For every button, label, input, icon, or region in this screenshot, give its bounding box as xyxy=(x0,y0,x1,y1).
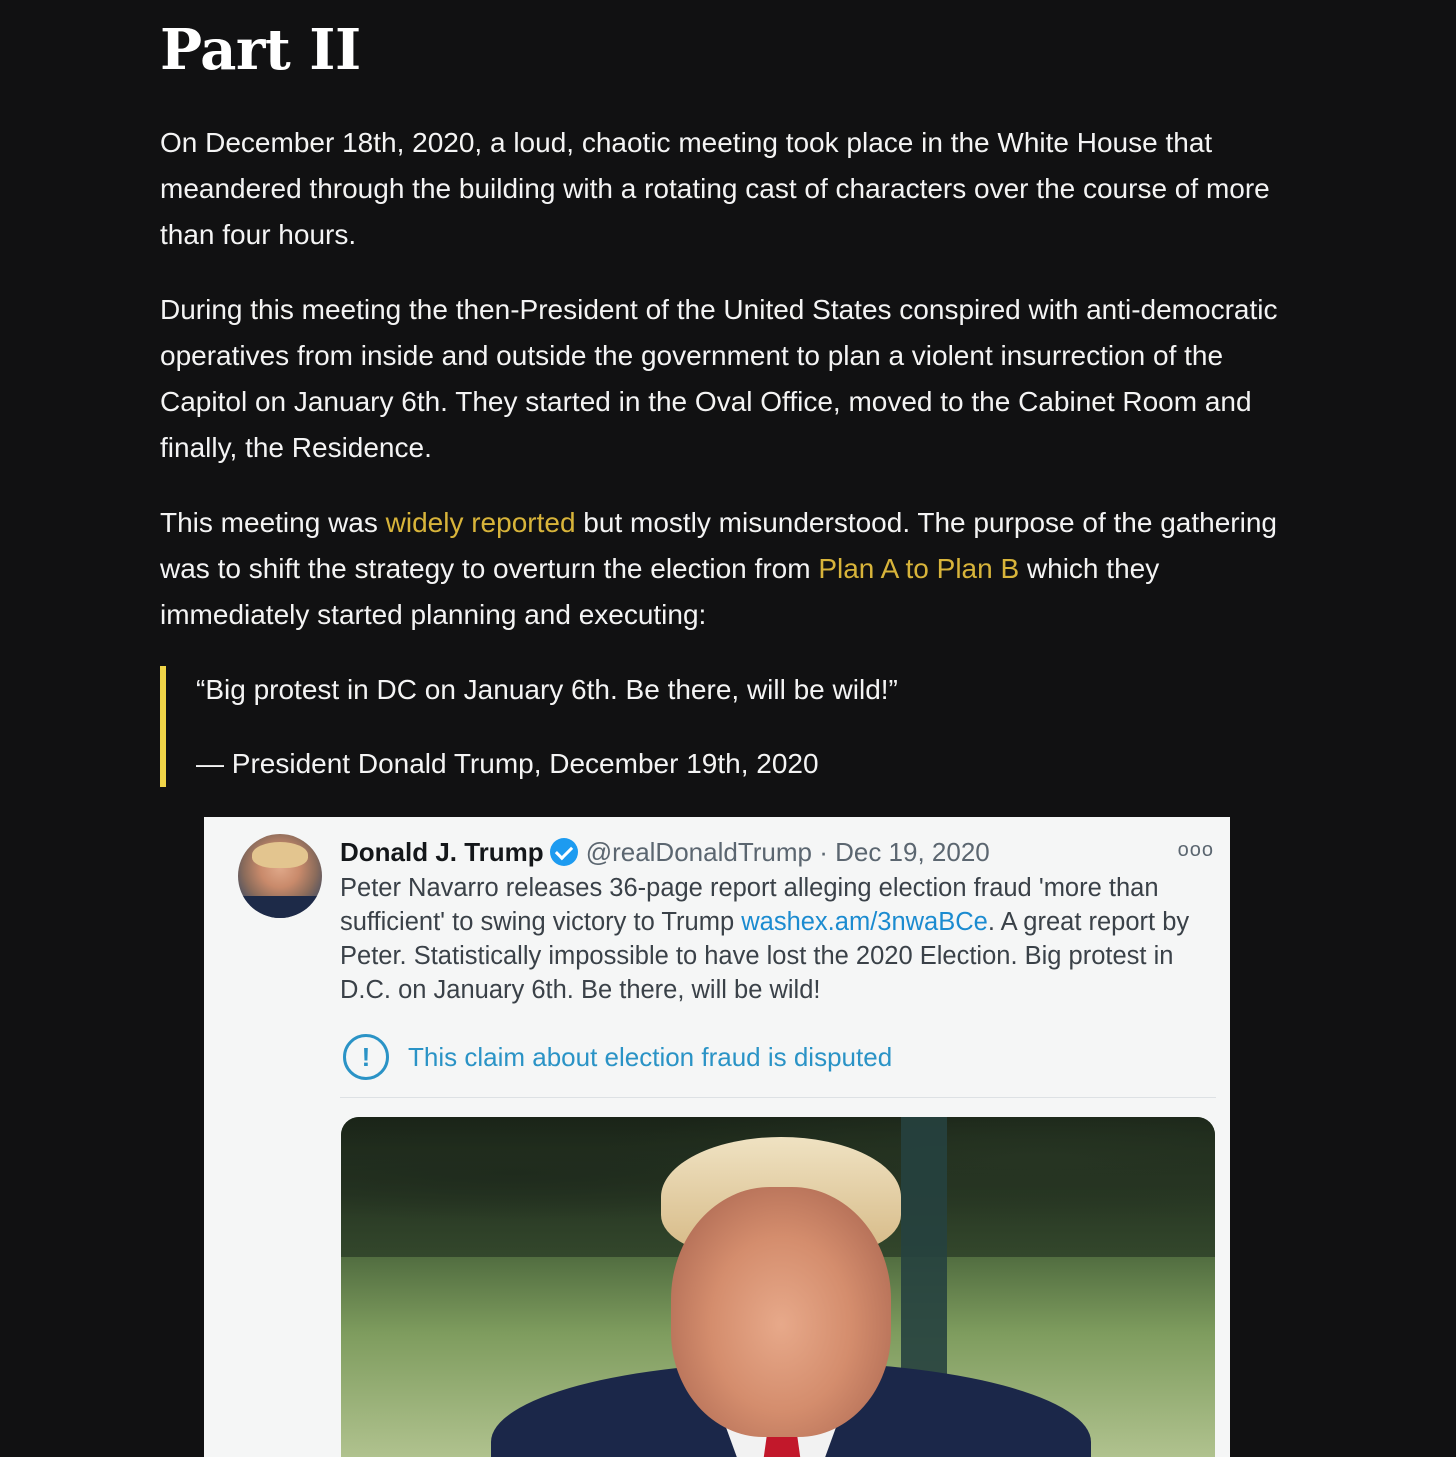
avatar-suit xyxy=(238,896,322,918)
tweet-header xyxy=(340,835,990,869)
paragraph-3 xyxy=(160,500,1290,638)
quote-attribution: — President Donald Trump, December 19th, 2020 xyxy=(196,748,819,779)
photo-face xyxy=(671,1187,891,1437)
divider xyxy=(340,1097,1216,1098)
avatar[interactable] xyxy=(238,834,322,918)
more-options-icon[interactable]: ooo xyxy=(1177,839,1214,861)
blockquote xyxy=(160,666,1066,787)
disputed-notice-text[interactable]: This claim about election fraud is disputed xyxy=(408,1042,893,1072)
widely-reported-link[interactable]: widely reported xyxy=(385,507,576,538)
verified-badge-icon xyxy=(550,838,578,866)
tweet-link[interactable]: washex.am/3nwaBCe xyxy=(741,908,988,936)
exclamation-circle-icon: ! xyxy=(343,1034,389,1080)
tweet-photo[interactable] xyxy=(341,1117,1215,1457)
avatar-hair xyxy=(252,842,308,868)
tweet-text-b: . A great report by Peter. Statistically impossible to have lost the 2020 Election. Big protest in D.C. on January 6th. Be there, will be wild! xyxy=(340,908,1190,1004)
section-heading: Part II xyxy=(160,17,361,83)
tweet-text xyxy=(340,871,1220,1007)
paragraph-3-text-b: but mostly misunderstood. The purpose of the gathering was to shift the strategy to overturn the election from xyxy=(160,507,1277,584)
paragraph-3-text-c: which they immediately started planning and executing: xyxy=(160,553,1160,630)
paragraph-2: During this meeting the then-President of the United States conspired with anti-democratic operatives from inside and outside the government to plan a violent insurrection of the Capitol on January 6th. They started in the Oval Office, moved to the Cabinet Room and finally, the Residence. xyxy=(160,294,1278,463)
paragraph-1: On December 18th, 2020, a loud, chaotic meeting took place in the White House that meandered through the building with a rotating cast of characters over the course of more than four hours. xyxy=(160,127,1270,250)
quote-text: “Big protest in DC on January 6th. Be there, will be wild!” xyxy=(196,674,898,705)
tweet-embed[interactable] xyxy=(204,817,1230,1457)
tweet-author-name[interactable]: Donald J. Trump xyxy=(340,837,544,867)
tweet-text-a: Peter Navarro releases 36-page report alleging election fraud 'more than sufficient' to swing victory to Trump xyxy=(340,874,1159,936)
tweet-handle-date[interactable]: @realDonaldTrump · Dec 19, 2020 xyxy=(585,837,990,867)
paragraph-3-text-a: This meeting was xyxy=(160,507,386,538)
disputed-notice[interactable] xyxy=(340,1034,1200,1084)
plan-a-to-plan-b-link[interactable]: Plan A to Plan B xyxy=(818,553,1020,584)
